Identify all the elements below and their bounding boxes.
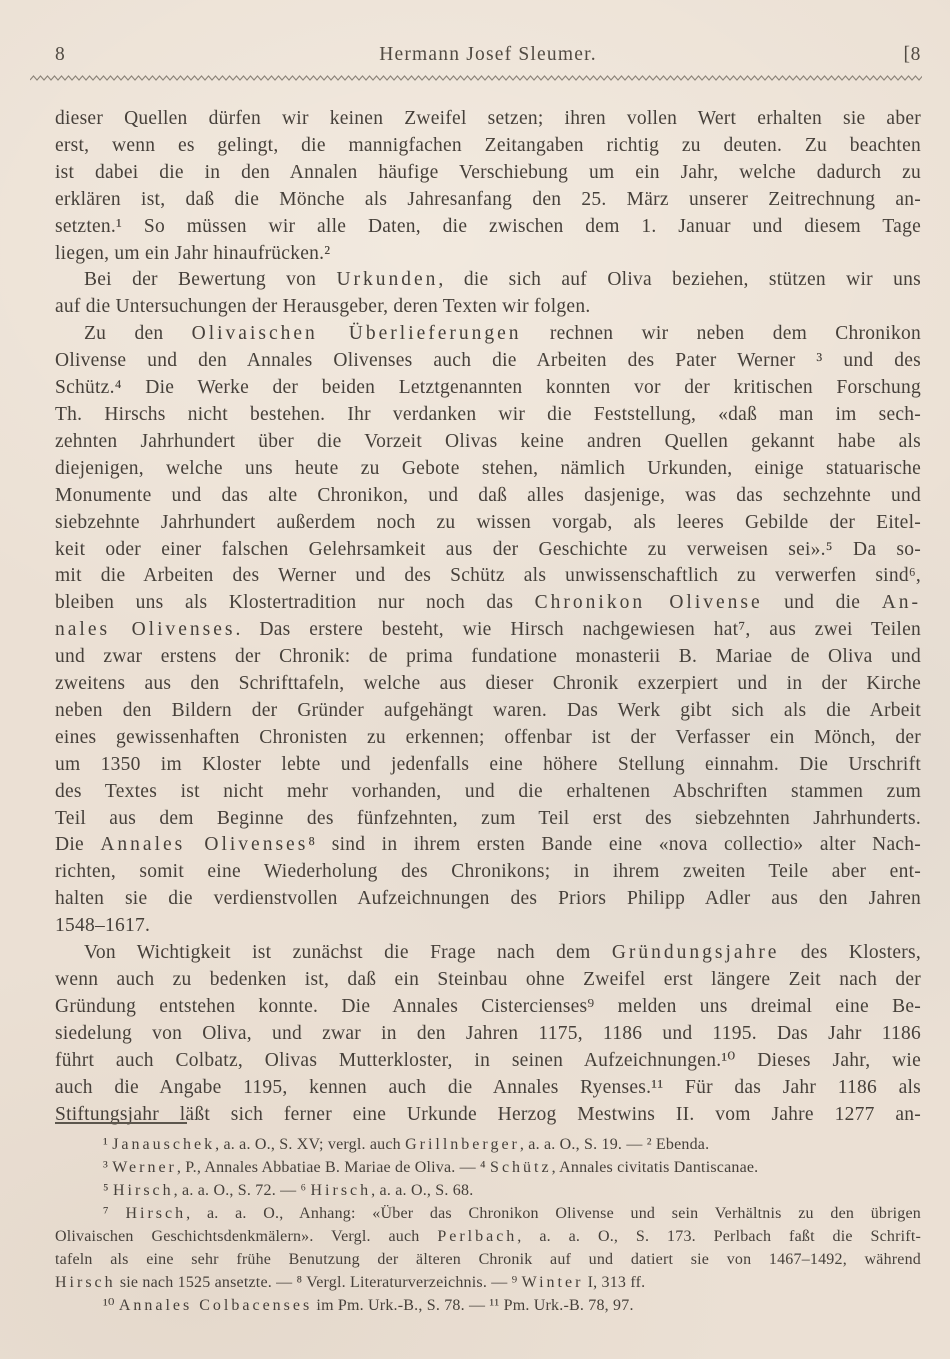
- text-line: [55, 1248, 921, 1271]
- gesperrt-text-run: Grillnberger: [405, 1136, 520, 1153]
- text-line: [55, 187, 921, 214]
- text-run: ist dabei die in den Annalen häufige Verschiebung um ein Jahr, welche dadurch zu: [55, 161, 921, 183]
- paragraph: [55, 267, 921, 321]
- page-number-left: 8: [55, 44, 66, 65]
- text-run: rechnen wir neben dem Chronikon: [521, 323, 921, 345]
- text-line: [55, 133, 921, 160]
- footnotes-block: [55, 1122, 921, 1317]
- text-run: , die sich auf Oliva beziehen, stützen wir uns: [438, 269, 922, 291]
- gesperrt-text-run: Gründungsjahre: [611, 942, 780, 964]
- gesperrt-text-run: Annales Olivenses: [100, 834, 309, 856]
- gesperrt-text-run: nales Olivenses: [55, 619, 236, 641]
- text-run: wenn auch zu bedenken ist, daß ein Steinbau ohne Zweifel erst längere Zeit nach der: [55, 969, 921, 990]
- text-run: Th. Hirschs nicht bestehen. Ihr verdanken wir die Feststellung, «daß man im sech-: [55, 403, 921, 425]
- text-line: [55, 1179, 921, 1202]
- text-line: [55, 940, 921, 967]
- text-run: auch die Angabe 1195, kennen auch die Annales Ryenses.¹¹ Für das Jahr 1186 als: [55, 1076, 921, 1098]
- text-run: diejenigen, welche uns heute zu Gebote stehen, nämlich Urkunden, einige statuarische: [55, 457, 921, 479]
- text-line: [55, 1075, 921, 1102]
- text-run: , a. a. O., S. XV; vergl. auch: [215, 1136, 406, 1153]
- text-run: Bei der Bewertung von: [84, 269, 337, 291]
- text-run: , P., Annales Abbatiae B. Mariae de Oliva. — ⁴: [176, 1159, 491, 1176]
- page-number-right: [8: [903, 44, 921, 65]
- text-run: ⁸ sind in ihrem ersten Bande eine «nova collectio» alter Nach-: [308, 834, 921, 856]
- gesperrt-text-run: Hirsch: [125, 1205, 187, 1222]
- text-run: Olivense und den Annales Olivenses auch die Arbeiten des Pater Werner ³ und des: [55, 350, 921, 372]
- text-run: Die: [55, 834, 101, 856]
- text-line: [55, 429, 921, 456]
- text-run: 1548–1617.: [55, 915, 151, 937]
- text-run: auf die Untersuchungen der Herausgeber, deren Texten wir folgen.: [55, 296, 591, 318]
- text-line: [55, 563, 921, 590]
- gesperrt-text-run: Urkunden: [336, 269, 439, 291]
- text-run: halten sie die verdienstvollen Aufzeichnungen des Priors Philipp Adler aus den Jahren: [55, 888, 921, 910]
- gesperrt-text-run: Hirsch: [310, 1182, 372, 1199]
- footnote-separator-rule: [55, 1122, 187, 1124]
- text-line: [55, 348, 921, 375]
- gesperrt-text-run: Chronikon Olivense: [534, 592, 763, 614]
- text-run: ⁵: [103, 1182, 113, 1199]
- text-run: Schütz.⁴ Die Werke der beiden Letztgenannten konnten vor der kritischen Forschung: [55, 377, 921, 399]
- text-run: tafeln als eine sehr frühe Benutzung der älteren Chronik auf und datiert sie von 1467–1492, während: [55, 1251, 921, 1268]
- page-header: [55, 44, 921, 66]
- text-run: Von Wichtigkeit ist zunächst die Frage nach dem: [84, 942, 612, 964]
- text-run: dieser Quellen dürfen wir keinen Zweifel setzen; ihren vollen Wert erhalten sie aber: [55, 108, 921, 129]
- text-run: und zwar erstens der Chronik: de prima fundatione monasterii B. Mariae de Oliva und: [55, 646, 921, 668]
- text-line: [55, 1048, 921, 1075]
- text-line: [55, 1202, 921, 1225]
- gesperrt-text-run: Hirsch: [55, 1274, 116, 1291]
- text-run: Stiftungsjahr läßt sich ferner eine Urkunde Herzog Mestwins II. vom Jahre 1277 an-: [55, 1103, 921, 1125]
- text-line: [55, 832, 921, 859]
- gesperrt-text-run: Hirsch: [112, 1182, 174, 1199]
- paragraph: [55, 321, 921, 940]
- gesperrt-text-run: Winter: [521, 1274, 584, 1291]
- text-line: [55, 294, 921, 321]
- text-line: [55, 456, 921, 483]
- text-run: bleiben uns als Klostertradition nur noch das: [55, 592, 535, 614]
- text-line: [55, 671, 921, 698]
- text-run: führt auch Colbatz, Olivas Mutterkloster, in seinen Aufzeichnungen.¹⁰ Dieses Jahr, wie: [55, 1049, 921, 1071]
- text-run: siedelung von Oliva, und zwar in den Jahren 1175, 1186 und 1195. Das Jahr 1186: [55, 1022, 921, 1044]
- text-line: [55, 698, 921, 725]
- text-line: [55, 375, 921, 402]
- text-run: zweitens aus den Schrifttafeln, welche aus dieser Chronik exzerpiert und in der Kirche: [55, 673, 921, 695]
- text-run: um 1350 im Kloster lebte und jedenfalls eine höhere Stellung einnahm. Die Urschrift: [55, 753, 921, 775]
- text-line: [55, 590, 921, 617]
- text-run: , a. a. O., S. 72. — ⁶: [173, 1182, 311, 1199]
- text-run: des Klosters,: [779, 942, 921, 964]
- body-text: [55, 106, 921, 1128]
- text-run: neben den Bildern der Gründer aufgehängt waren. Das Werk gibt sich als die Arbeit: [55, 699, 921, 721]
- text-run: des Textes ist nicht mehr vorhanden, und die erhaltenen Abschriften stammen zum: [55, 780, 921, 802]
- text-run: Olivaischen Geschichtsdenkmälern». Vergl. auch: [55, 1228, 438, 1245]
- paragraph: [55, 106, 921, 267]
- text-run: , a. a. O., Anhang: «Über das Chronikon Olivense und sein Verhältnis zu den übrigen: [186, 1205, 921, 1222]
- text-line: [55, 644, 921, 671]
- text-line: [55, 537, 921, 564]
- text-line: [55, 267, 921, 294]
- text-line: [55, 1133, 921, 1156]
- text-line: [55, 1225, 921, 1248]
- text-line: [55, 106, 921, 133]
- gesperrt-text-run: Schütz: [490, 1159, 552, 1176]
- text-run: richten, somit eine Wiederholung des Chronikons; in ihrem zweiten Teile aber ent-: [55, 861, 921, 883]
- gesperrt-text-run: Werner: [112, 1159, 177, 1176]
- gesperrt-text-run: Annales Colbacenses: [118, 1297, 313, 1314]
- text-run: mit die Arbeiten des Werner und des Schütz als unwissenschaftlich zu verwerfen sind⁶,: [55, 565, 921, 587]
- text-line: [55, 321, 921, 348]
- text-run: erklären ist, daß die Mönche als Jahresanfang den 25. März unserer Zeitrechnung an-: [55, 188, 921, 210]
- text-line: [55, 994, 921, 1021]
- text-run: Gründung entstehen konnte. Die Annales Cistercienses⁹ melden uns dreimal eine Be-: [55, 995, 921, 1017]
- text-run: setzten.¹ So müssen wir alle Daten, die zwischen dem 1. Januar und diesem Tage: [55, 215, 921, 237]
- gesperrt-text-run: Olivaischen Überlieferungen: [191, 323, 522, 345]
- text-line: [55, 913, 921, 940]
- footnote-lines: [55, 1133, 921, 1317]
- text-run: und die: [762, 592, 882, 614]
- text-line: [55, 160, 921, 187]
- text-run: erst, wenn es gelingt, die mannigfachen Zeitangaben richtig zu deuten. Zu beachten: [55, 134, 921, 156]
- text-run: ⁷: [103, 1205, 126, 1222]
- text-run: Zu den: [84, 323, 192, 345]
- text-run: Teil aus dem Beginne des fünfzehnten, zum Teil erst des siebzehnten Jahrhunderts.: [55, 807, 921, 829]
- text-line: [55, 617, 921, 644]
- text-run: , a. a. O., S. 19. — ² Ebenda.: [519, 1136, 710, 1153]
- text-run: I, 313 ff.: [583, 1274, 646, 1291]
- text-run: Monumente und das alte Chronikon, und daß alles dasjenige, was das sechzehnte und: [55, 484, 921, 506]
- text-line: [55, 967, 921, 994]
- text-line: [55, 1271, 921, 1294]
- text-run: keit oder einer falschen Gelehrsamkeit aus der Geschichte zu verweisen sei».⁵ Da so-: [55, 538, 921, 560]
- text-line: [55, 1021, 921, 1048]
- gesperrt-text-run: Janauschek: [112, 1136, 216, 1153]
- text-line: [55, 1156, 921, 1179]
- wavy-rule: [30, 73, 922, 83]
- text-line: [55, 779, 921, 806]
- text-run: im Pm. Urk.-B., S. 78. — ¹¹ Pm. Urk.-B. 78, 97.: [312, 1297, 634, 1314]
- text-line: [55, 1294, 921, 1317]
- text-line: [55, 483, 921, 510]
- text-line: [55, 806, 921, 833]
- gesperrt-text-run: An-: [881, 592, 922, 614]
- text-run: ³: [103, 1159, 113, 1176]
- gesperrt-text-run: Perlbach: [437, 1228, 518, 1245]
- text-run: eines gewissenhaften Chronisten zu erkennen; offenbar ist der Verfasser ein Mönch, der: [55, 726, 921, 748]
- text-run: , a. a. O., S. 173. Perlbach faßt die Schrift-: [517, 1228, 921, 1245]
- text-run: , a. a. O., S. 68.: [371, 1182, 474, 1199]
- text-run: , Annales civitatis Dantiscanae.: [551, 1159, 759, 1176]
- text-run: sie nach 1525 ansetzte. — ⁸ Vergl. Literaturverzeichnis. — ⁹: [115, 1274, 522, 1291]
- text-run: zehnten Jahrhundert über die Vorzeit Olivas keine andren Quellen gekannt habe als: [55, 430, 921, 452]
- text-run: liegen, um ein Jahr hinaufrücken.²: [55, 242, 331, 264]
- text-line: [55, 725, 921, 752]
- text-line: [55, 886, 921, 913]
- text-run: . Das erstere besteht, wie Hirsch nachgewiesen hat⁷, aus zwei Teilen: [235, 619, 921, 641]
- text-line: [55, 214, 921, 241]
- text-line: [55, 402, 921, 429]
- paragraph: [55, 940, 921, 1128]
- text-line: [55, 859, 921, 886]
- text-line: [55, 241, 921, 268]
- text-line: [55, 752, 921, 779]
- running-title: Hermann Josef Sleumer.: [379, 44, 597, 65]
- text-run: siebzehnte Jahrhundert außerdem noch zu wissen vorgab, als leeres Gebilde der Eitel-: [55, 511, 921, 533]
- text-line: [55, 510, 921, 537]
- text-run: ¹: [103, 1136, 113, 1153]
- text-run: ¹⁰: [103, 1297, 119, 1314]
